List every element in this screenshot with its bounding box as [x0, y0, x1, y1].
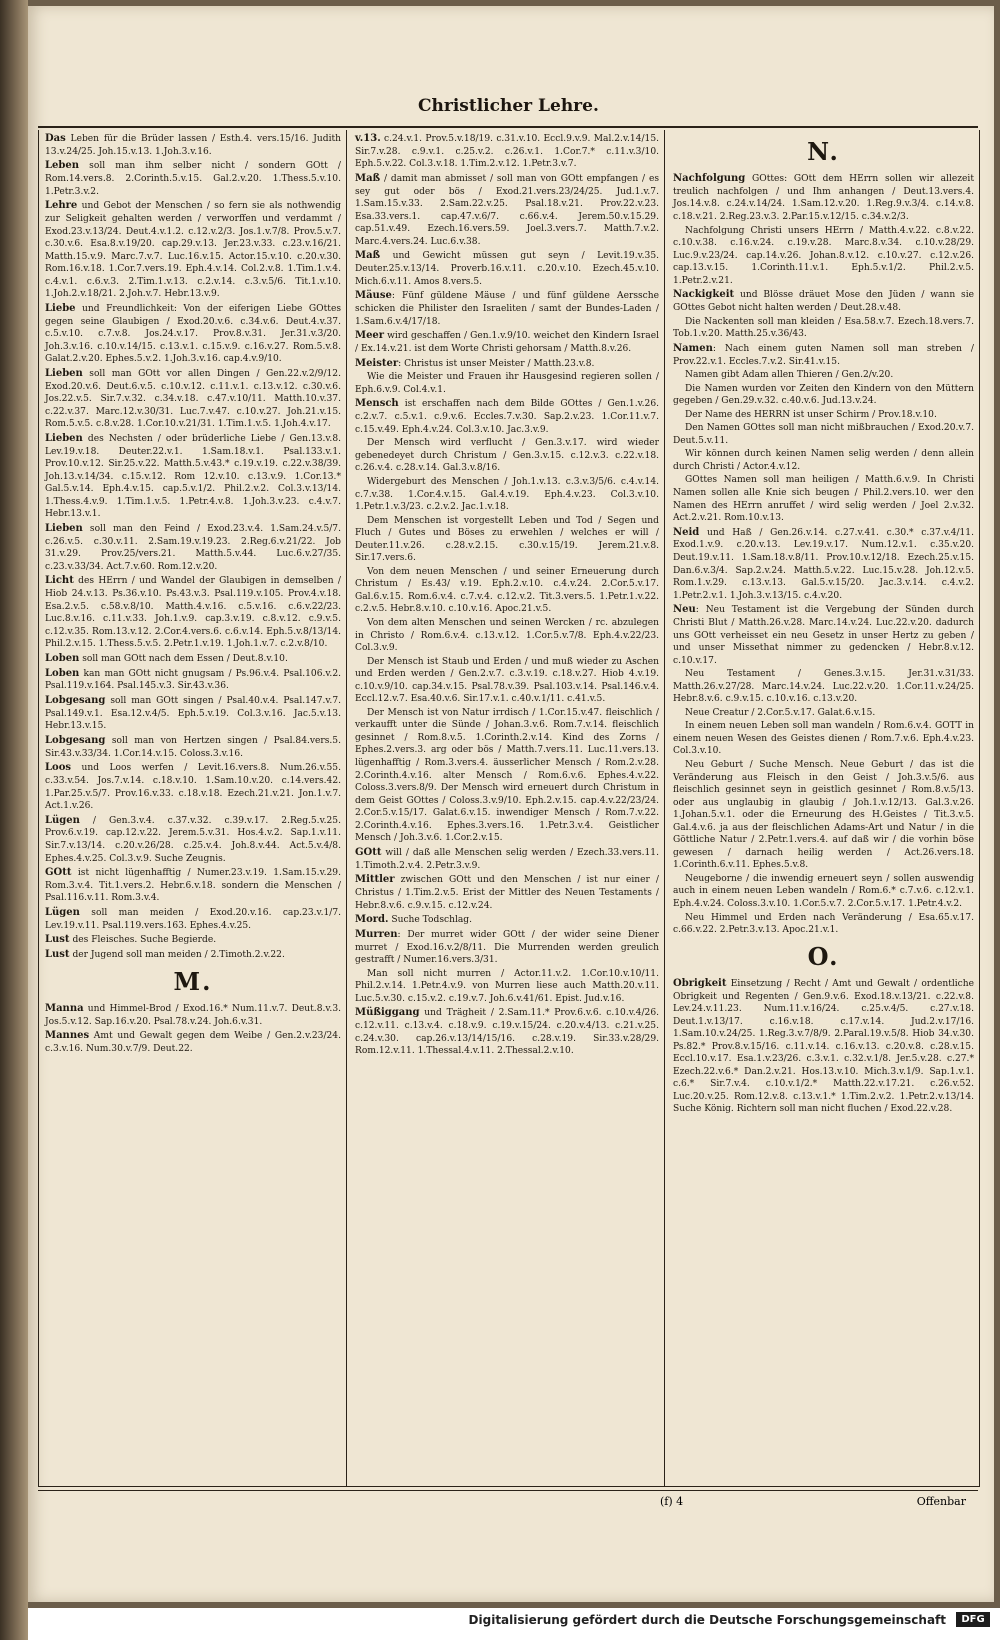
index-entry: Loos und Loos werfen / Levit.16.vers.8. Num.26.v.55. c.33.v.54. Jos.7.v.14. c.18.v.10. 1.Sam.10.v.20. c.14.vers.42. 1.Par.25.v.5/7. Prov.16.v.33. c.18.v.18. Ezech.21.v.21. Jon.1.v.7. Act.1.v.26. — [45, 762, 341, 812]
page-footer — [38, 1490, 978, 1511]
index-entry: Namen: Nach einem guten Namen soll man streben / Prov.22.v.1. Eccles.7.v.2. Sir.41.v.15. — [673, 342, 974, 367]
index-entry: Lobgesang soll man GOtt singen / Psal.40.v.4. Psal.147.v.7. Psal.149.v.1. Esa.12.v.4/5. Eph.5.v.19. Col.3.v.16. Jac.5.v.13. Hebr.13.v.15. — [45, 695, 341, 732]
index-entry: GOttes Namen soll man heiligen / Matth.6.v.9. In Christi Namen sollen alle Knie sich beugen / Phil.2.vers.10. wer den Namen des HErrn anruffet / wird selig werden / Joel 2.v.32. Act.2.v.21. Rom.10.v.13. — [673, 475, 974, 524]
column-right — [667, 130, 979, 1486]
entry-keyword: Maß — [355, 250, 381, 262]
index-entry: Der Name des HERRN ist unser Schirm / Prov.18.v.10. — [685, 409, 937, 420]
entry-keyword: Loos — [45, 762, 72, 774]
entry-keyword: Meister — [355, 357, 399, 369]
catchword: Offenbar — [916, 1495, 966, 1508]
entry-keyword: Mord. — [355, 914, 389, 926]
index-entry: Lust der Jugend soll man meiden / 2.Timoth.2.v.22. — [45, 949, 285, 961]
index-entry: v.13. c.24.v.1. Prov.5.v.18/19. c.31.v.10. Eccl.9.v.9. Mal.2.v.14/15. Sir.7.v.28. c.9.v.1. c.25.v.2. c.26.v.1. 1.Cor.7.* c.11.v.3/10. Eph.5.v.22. Col.3.v.18. 1.Tim.2.v.12. 1.Petr.3.v.7. — [355, 133, 659, 170]
entry-keyword: Manna — [45, 1003, 84, 1015]
index-entry: Lieben soll man den Feind / Exod.23.v.4. 1.Sam.24.v.5/7. c.26.v.5. c.30.v.11. 2.Sam.19.v.19.23. 2.Reg.6.v.21/22. Job 31.v.29. Prov.25/vers.21. Matth.5.v.44. Luc.6.v.27/35. c.23.v.33/34. Act.7.v.60. Rom.12.v.20. — [45, 522, 341, 572]
index-entry: Das Leben für die Brüder lassen / Esth.4. vers.15/16. Judith 13.v.24/25. Joh.15.v.13. 1.Joh.3.v.16. — [45, 133, 341, 157]
entry-keyword: Lügen — [45, 907, 80, 919]
entry-keyword: Neu — [673, 604, 696, 616]
index-entry: Murren: Der murret wider GOtt / der wider seine Diener murret / Exod.16.v.2/8/11. Die Murrenden werden greulich gestrafft / Numer.16.vers.3/31. — [355, 928, 659, 966]
entry-keyword: Maß — [355, 172, 381, 184]
index-entry: Der Mensch ist Staub und Erden / und muß wieder zu Aschen und Erden werden / Gen.2.v.7. c.3.v.19. c.18.v.27. Hiob 4.v.19. c.10.v.9/10. cap.34.v.15. Psal.78.v.39. Psal.103.v.14. Psal.146.v.4. Eccl.12.v.7. Esa.40.v.6. Sir.17.v.1. c.40.v.1/11. c.41.v.5. — [355, 656, 659, 705]
index-entry: Loben kan man GOtt nicht gnugsam / Ps.96.v.4. Psal.106.v.2. Psal.119.v.164. Psal.145.v.3. Sir.43.v.36. — [45, 667, 341, 692]
index-entry: Lobgesang soll man von Hertzen singen / Psal.84.vers.5. Sir.43.v.33/34. 1.Cor.14.v.15. Coloss.3.v.16. — [45, 734, 341, 759]
index-entry: Die Nackenten soll man kleiden / Esa.58.v.7. Ezech.18.vers.7. Tob.1.v.20. Matth.25.v.36/43. — [673, 316, 974, 340]
index-entry: Die Namen wurden vor Zeiten den Kindern von den Müttern gegeben / Gen.29.v.32. c.40.v.6. Jud.13.v.24. — [673, 383, 974, 407]
index-entry: Maß und Gewicht müssen gut seyn / Levit.19.v.35. Deuter.25.v.13/14. Proverb.16.v.11. c.20.v.10. Ezech.45.v.10. Mich.6.v.11. Amos 8.vers.5. — [355, 250, 659, 287]
entry-keyword: Lust — [45, 934, 70, 946]
index-entry: Lust des Fleisches. Suche Begierde. — [45, 934, 217, 946]
index-entry: Nackigkeit und Blösse dräuet Mose den Jüden / wann sie GOttes Gebot nicht halten werden / Deut.28.v.48. — [673, 289, 974, 314]
index-entry: Mannes Amt und Gewalt gegen dem Weibe / Gen.2.v.23/24. c.3.v.16. Num.30.v.7/9. Deut.22. — [45, 1030, 341, 1055]
signature-mark: (f) 4 — [660, 1495, 684, 1508]
index-entry: Lügen soll man meiden / Exod.20.v.16. cap.23.v.1/7. Lev.19.v.11. Psal.119.vers.163. Ephes.4.v.25. — [45, 907, 341, 931]
column-left — [39, 130, 347, 1486]
index-entry: Müßiggang und Trägheit / 2.Sam.11.* Prov.6.v.6. c.10.v.4/26. c.12.v.11. c.13.v.4. c.18.v.9. c.19.v.15/24. c.20.v.4/13. c.21.v.25. c.24.v.30. cap.26.v.13/14/15/16. c.28.v.19. Sir.33.v.28/29. Rom.12.v.11. 1.Thessal.4.v.11. 2.Thessal.2.v.10. — [355, 1007, 659, 1057]
entry-keyword: Nachfolgung — [673, 173, 746, 185]
entry-keyword: Neid — [673, 526, 700, 538]
entry-keyword: Das — [45, 133, 66, 144]
index-entry: Von dem alten Menschen und seinen Wercken / rc. abzulegen in Christo / Rom.6.v.4. c.13.v.12. 1.Cor.5.v.7/8. Eph.4.v.22/23. Col.3.v.9. — [355, 617, 659, 654]
index-entry: Namen gibt Adam allen Thieren / Gen.2/v.20. — [685, 370, 894, 381]
index-entry: Wir können durch keinen Namen selig werden / denn allein durch Christi / Actor.4.v.12. — [673, 449, 974, 472]
index-entry: Neu Himmel und Erden nach Veränderung / Esa.65.v.17. c.66.v.22. 2.Petr.3.v.13. Apoc.21.v.1. — [673, 912, 974, 936]
book-gutter-shadow — [0, 0, 28, 1640]
entry-keyword: Meer — [355, 330, 385, 342]
index-entry: Mäuse: Fünf güldene Mäuse / und fünf güldene Aerssche schicken die Philister den Israeliten / samt der Bundes-Laden / 1.Sam.6.v.4/17/18. — [355, 290, 659, 327]
entry-keyword: Licht — [45, 575, 74, 587]
index-entry: Nachfolgung GOttes: GOtt dem HErrn sollen wir allezeit treulich nachfolgen / und Ihm anhangen / Deut.13.vers.4. Jos.14.v.8. c.24.v.14/24. 1.Sam.12.v.20. 1.Reg.9.v.3/4. c.14.v.8. c.18.v.21. 2.Reg.23.v.3. 2.Par.15.v.12/15. c.34.v.2/3. — [673, 173, 974, 222]
entry-keyword: Lehre — [45, 200, 78, 212]
index-entry: Dem Menschen ist vorgestellt Leben und Tod / Segen und Fluch / Gutes und Böses zu erwehlen / welches er will / Deuter.11.v.26. c.28.v.2.15. c.30.v.15/19. Jerem.21.v.8. Sir.17.vers.6. — [355, 515, 659, 564]
entry-keyword: Lobgesang — [45, 734, 106, 746]
running-title: Christlicher Lehre. — [418, 96, 599, 116]
entry-keyword: Müßiggang — [355, 1007, 420, 1019]
entry-keyword: Lügen — [45, 814, 80, 826]
index-entry: Der Mensch ist von Natur irrdisch / 1.Cor.15.v.47. fleischlich / verkaufft unter die Sünde / Johan.3.v.6. Rom.7.v.14. fleischlich gesinnet / Rom.8.v.5. 1.Corinth.2.v.14. Kind des Zorns / Ephes.2.vers.3. arg oder bös / Matth.7.vers.11. Luc.11.vers.13. lügenhafftig / Rom.3.vers.4. äusserlicher Mensch / Rom.2.v.28. 2.Corinth.4.v.16. alter Mensch / Rom.6.v.6. Ephes.4.v.22. Coloss.3.vers.8/9. Der Mensch wird erneuert durch Christum in dem Geist GOttes / Coloss.3.v.9/10. Eph.2.v.15. cap.4.v.22/23/24. 2.Cor.5.v.15/17. Galat.6.v.15. inwendiger Mensch / Rom.7.v.22. 2.Corinth.4.v.16. Ephes.3.vers.16. 1.Petr.3.v.4. Geistlicher Mensch / Joh.3.v.6. 1.Cor.2.v.15. — [355, 707, 659, 844]
entry-keyword: Obrigkeit — [673, 977, 727, 989]
index-entry: Neid und Haß / Gen.26.v.14. c.27.v.41. c.30.* c.37.v.4/11. Exod.1.v.9. c.20.v.13. Lev.19.v.17. Num.12.v.1. c.35.v.20. Deut.19.v.11. 1.Sam.18.v.8/11. Prov.10.v.12/18. Ezech.25.v.15. Dan.6.v.3/4. Sap.2.v.24. Matth.5.v.22. Luc.15.v.28. Joh.12.v.5. Rom.1.v.29. c.13.v.13. Gal.5.v.15/20. Jac.3.v.14. c.4.v.2. 1.Petr.2.v.1. 1.Joh.3.v.13/15. c.4.v.20. — [673, 526, 974, 601]
entry-keyword: Loben — [45, 667, 80, 679]
index-entry: Neu: Neu Testament ist die Vergebung der Sünden durch Christi Blut / Matth.26.v.28. Marc.14.v.24. Luc.22.v.20. dadurch uns GOtt verheisset ein neu Gesetz in unser Hertz zu geben / und unser Missethat nimmer zu gedencken / Hebr.8.v.12. c.10.v.17. — [673, 604, 974, 666]
digitization-credit-bar — [28, 1608, 1000, 1640]
page-header — [38, 96, 978, 128]
index-entry: In einem neuen Leben soll man wandeln / Rom.6.v.4. GOTT in einem neuen Wesen des Geistes dienen / Rom.7.v.6. Eph.4.v.23. Col.3.v.10. — [673, 721, 974, 757]
index-entry: Neugeborne / die inwendig erneuert seyn / sollen auswendig auch in einem neuen Leben wandeln / Rom.6.* c.7.v.6. c.12.v.1. Eph.4.v.24. Coloss.3.v.10. 1.Cor.5.v.7. 2.Cor.5.v.17. 1.Petr.4.v.2. — [673, 873, 974, 909]
entry-keyword: Namen — [673, 342, 713, 354]
index-entry: Maß / damit man abmisset / soll man von GOtt empfangen / es sey gut oder bös / Exod.21.vers.23/24/25. Jud.1.v.7. 1.Sam.15.v.33. 2.Sam.22.v.25. Psal.18.v.21. Prov.22.v.23. Esa.33.vers.1. cap.47.v.6/7. c.66.v.4. Jerem.50.v.15.29. cap.51.v.49. Ezech.16.vers.59. Joel.3.vers.7. Matth.7.v.2. Marc.4.vers.24. Luc.6.v.38. — [355, 172, 659, 247]
index-entry: Mensch ist erschaffen nach dem Bilde GOttes / Gen.1.v.26. c.2.v.7. c.5.v.1. c.9.v.6. Eccles.7.v.30. Sap.2.v.23. 1.Cor.11.v.7. c.15.v.49. Eph.4.v.24. Col.3.v.10. Jac.3.v.9. — [355, 398, 659, 435]
index-entry: Der Mensch wird verflucht / Gen.3.v.17. wird wieder gebenedeyet durch Christum / Gen.3.v.15. c.12.v.3. c.22.v.18. c.26.v.4. c.28.v.14. Gal.3.v.8/16. — [355, 438, 659, 474]
index-entry: Loben soll man GOtt nach dem Essen / Deut.8.v.10. — [45, 652, 288, 664]
entry-keyword: Mannes — [45, 1030, 90, 1042]
entry-keyword: Lobgesang — [45, 695, 106, 707]
index-entry: Wie die Meister und Frauen ihr Hausgesind regieren sollen / Eph.6.v.9. Col.4.v.1. — [355, 372, 659, 395]
index-entry: Mittler zwischen GOtt und den Menschen / ist nur einer / Christus / 1.Tim.2.v.5. Erist der Mittler des Neuen Testaments / Hebr.8.v.6. c.9.v.15. c.12.v.24. — [355, 874, 659, 911]
entry-keyword: Nackigkeit — [673, 289, 735, 301]
index-entry: Meer wird geschaffen / Gen.1.v.9/10. weichet den Kindern Israel / Ex.14.v.21. ist dem Worte Christi gehorsam / Matth.8.v.26. — [355, 330, 659, 354]
entry-keyword: Lieben — [45, 367, 83, 379]
index-entry: Manna und Himmel-Brod / Exod.16.* Num.11.v.7. Deut.8.v.3. Jos.5.v.12. Sap.16.v.20. Psal.78.v.24. Joh.6.v.31. — [45, 1003, 341, 1027]
index-entry: Lügen / Gen.3.v.4. c.37.v.32. c.39.v.17. 2.Reg.5.v.25. Prov.6.v.19. cap.12.v.22. Jerem.5.v.31. Hos.4.v.2. Sap.1.v.11. Sir.7.v.13/14. c.20.v.26/28. c.25.v.4. Joh.8.v.44. Act.5.v.4/8. Ephes.4.v.25. Col.3.v.9. Suche Zeugnis. — [45, 814, 341, 864]
index-entry: Neue Creatur / 2.Cor.5.v.17. Galat.6.v.15. — [685, 707, 876, 718]
index-entry: Mord. Suche Todschlag. — [355, 914, 472, 926]
index-entry: Obrigkeit Einsetzung / Recht / Amt und Gewalt / ordentliche Obrigkeit und Regenten / Gen.9.v.6. Exod.18.v.13/21. c.22.v.8. Lev.24.v.11.23. Num.11.v.16/24. c.25.v.4/5. c.27.v.18. Deut.1.v.13/17. c.16.v.18. c.17.v.14. Jud.2.v.17/16. 1.Sam.10.v.24/25. 1.Reg.3.v.7/8/9. 2.Paral.19.v.5/8. Hiob 34.v.30. Ps.82.* Prov.8.v.15/16. c.11.v.14. c.16.v.13. c.20.v.8. c.28.v.15. Eccl.10.v.17. Esa.1.v.23/26. c.3.v.1. c.32.v.1/8. Jer.5.v.28. c.27.* Ezech.22.v.6.* Dan.2.v.21. Hos.13.v.10. Mich.3.v.1/9. Sap.1.v.1. c.6.* Sir.7.v.4. c.10.v.1/2.* Matth.22.v.17.21. c.26.v.52. Luc.20.v.25. Rom.12.v.8. c.13.v.1.* 1.Tim.2.v.2. 1.Petr.2.v.13/14. Suche König. Richtern soll man nicht fluchen / Exod.22.v.28. — [673, 977, 974, 1115]
index-entry: Neu Geburt / Suche Mensch. Neue Geburt / das ist die Veränderung aus Fleisch in den Geist / Joh.3.v.5/6. aus fleischlich gesinnet seyn in geistlich gesinnet / Rom.8.v.5/13. oder aus unglaubig in glaubig / Joh.1.v.12/13. Gal.3.v.26. 1.Johan.5.v.1. oder die Erneurung des H.Geistes / Tit.3.v.5. Gal.4.v.6. ja aus der fleischlichen Adams-Art und Natur / in die Göttliche Natur / 2.Petr.1.vers.4. auf daß wir / die vorhin böse gewesen / darnach heilig werden / Act.26.vers.18. 1.Corinth.6.v.11. Ephes.5.v.8. — [673, 759, 974, 871]
index-entry: Lehre und Gebot der Menschen / so fern sie als nothwendig zur Seligkeit gehalten werden / verworffen und verdammt / Exod.23.v.13/24. Deut.4.v.1.2. c.12.v.2/3. Jos.1.v.7/8. Prov.5.v.7. c.30.v.6. Esa.8.v.19/20. cap.29.v.13. Jer.23.v.33. c.23.v.16/21. Matth.15.v.9. Marc.7.v.7. Luc.16.v.15. Actor.15.v.10. c.20.v.30. Rom.16.v.18. 1.Cor.7.vers.19. Eph.4.v.14. Col.2.v.8. 1.Tim.1.v.4. c.4.v.1. c.6.v.3. 2.Tim.1.v.13. c.2.v.14. c.3.v.5/6. Tit.1.v.10. 1.Joh.2.v.18/21. 2.Joh.v.7. Hebr.13.v.9. — [45, 200, 341, 300]
section-letter: N. — [807, 137, 840, 166]
entry-keyword: Loben — [45, 652, 80, 664]
entry-keyword: Lust — [45, 949, 70, 961]
index-entry: Lieben soll man GOtt vor allen Dingen / Gen.22.v.2/9/12. Exod.20.v.6. Deut.6.v.5. c.10.v.12. c.11.v.1. c.13.v.12. c.30.v.6. Jos.22.v.5. Sir.7.v.32. c.34.v.18. c.47.v.10/11. Matth.10.v.37. c.22.v.37. Marc.12.v.30/31. Luc.7.v.47. c.10.v.27. Joh.21.v.15. Rom.5.v.5. c.8.v.28. 1.Cor.10.v.21/31. 1.Tim.1.v.5. 1.Joh.4.v.17. — [45, 367, 341, 430]
section-letter: M. — [173, 966, 213, 996]
entry-keyword: v.13. — [355, 133, 381, 144]
entry-keyword: Leben — [45, 160, 80, 172]
index-entry: Den Namen GOttes soll man nicht mißbrauchen / Exod.20.v.7. Deut.5.v.11. — [673, 423, 974, 446]
entry-keyword: GOtt — [45, 867, 72, 879]
entry-keyword: Lieben — [45, 522, 83, 534]
book-page — [28, 6, 994, 1602]
index-entry: Lieben des Nechsten / oder brüderliche Liebe / Gen.13.v.8. Lev.19.v.18. Deuter.22.v.1. 1.Sam.18.v.1. Psal.133.v.1. Prov.10.v.12. Sir.25.v.22. Matth.5.v.43.* c.19.v.19. c.22.v.38/39. Joh.13.v.14/34. c.15.v.12. Rom 12.v.10. c.13.v.9. 1.Cor.13.* Gal.5.v.14. Eph.4.v.15. cap.5.v.1/2. Phil.2.v.2. Col.3.v.13/14. 1.Thess.4.v.9. 1.Tim.1.v.5. 1.Petr.4.v.8. 1.Joh.3.v.23. c.4.v.7. Hebr.13.v.1. — [45, 432, 341, 520]
text-columns — [38, 130, 980, 1487]
entry-keyword: Mensch — [355, 398, 399, 410]
index-entry: Leben soll man ihm selber nicht / sondern GOtt / Rom.14.vers.8. 2.Corinth.5.v.15. Gal.2.v.20. 1.Thess.5.v.10. 1.Petr.3.v.2. — [45, 160, 341, 197]
index-entry: Liebe und Freundlichkeit: Von der eiferigen Liebe GOttes gegen seine Glaubigen / Exod.20.v.6. c.34.v.6. Deut.4.v.37. c.5.v.10. c.7.v.8. Jos.24.v.17. Prov.8.v.31. Jer.31.v.3/20. Joh.3.v.16. c.10.v.14/15. c.13.v.1. c.15.v.9. c.16.v.27. Rom.5.v.8. Galat.2.v.20. Ephes.5.v.2. 1.Joh.3.v.16. cap.4.v.9/10. — [45, 302, 341, 365]
column-middle — [349, 130, 665, 1486]
index-entry: Meister: Christus ist unser Meister / Matth.23.v.8. — [355, 357, 595, 369]
entry-keyword: GOtt — [355, 846, 382, 858]
entry-keyword: Mittler — [355, 874, 395, 886]
dfg-logo: DFG — [956, 1612, 990, 1627]
index-entry: Licht des HErrn / und Wandel der Glaubigen in demselben / Hiob 24.v.13. Ps.36.v.10. Ps.43.v.3. Psal.119.v.105. Prov.4.v.18. Esa.2.v.5. c.58.v.8/10. Matth.4.v.16. c.5.v.16. c.6.v.22/23. Luc.8.v.16. c.11.v.33. Joh.1.v.9. cap.3.v.19. c.8.v.12. c.9.v.5. c.12.v.35. Rom.13.v.12. 2.Cor.4.vers.6. c.6.v.14. Eph.5.v.8/13/14. Phil.2.v.15. 1.Thess.5.v.5. 2.Petr.1.v.19. 1.Joh.1.v.7. c.2.v.8/10. — [45, 575, 341, 650]
entry-keyword: Liebe — [45, 302, 76, 314]
index-entry: Neu Testament / Genes.3.v.15. Jer.31.v.31/33. Matth.26.v.27/28. Marc.14.v.24. Luc.22.v.20. 1.Cor.11.v.24/25. Hebr.8.v.6. c.9.v.15. c.10.v.16. c.13.v.20. — [673, 669, 974, 705]
index-entry: Von dem neuen Menschen / und seiner Erneuerung durch Christum / Es.43/ v.19. Eph.2.v.10. c.4.v.24. 2.Cor.5.v.17. Gal.6.v.15. Rom.6.v.4. c.7.v.4. c.12.v.2. Tit.3.vers.5. 1.Petr.1.v.22. c.2.v.5. Hebr.8.v.10. c.10.v.16. Apoc.21.v.5. — [355, 566, 659, 615]
credit-text: Digitalisierung gefördert durch die Deutsche Forschungsgemeinschaft — [468, 1613, 946, 1627]
entry-keyword: Lieben — [45, 432, 83, 444]
index-entry: Nachfolgung Christi unsers HErrn / Matth.4.v.22. c.8.v.22. c.10.v.38. c.16.v.24. c.19.v.28. Marc.8.v.34. c.10.v.28/29. Luc.9.v.23/24. cap.14.v.26. Johan.8.v.12. c.10.v.27. c.12.v.26. cap.13.v.15. 1.Corinth.11.v.1. Eph.5.v.1/2. Phil.2.v.5. 1.Petr.2.v.21. — [673, 225, 974, 286]
entry-keyword: Murren — [355, 928, 398, 940]
index-entry: Widergeburt des Menschen / Joh.1.v.13. c.3.v.3/5/6. c.4.v.14. c.7.v.38. 1.Cor.4.v.15. Gal.4.v.19. Eph.4.v.23. Col.3.v.10. 1.Petr.1.v.3/23. c.2.v.2. Jac.1.v.18. — [355, 476, 659, 513]
index-entry: GOtt will / daß alle Menschen selig werden / Ezech.33.vers.11. 1.Timoth.2.v.4. 2.Petr.3.v.9. — [355, 846, 659, 871]
index-entry: Man soll nicht murren / Actor.11.v.2. 1.Cor.10.v.10/11. Phil.2.v.14. 1.Petr.4.v.9. von Murren liese auch Matth.20.v.11. Luc.5.v.30. c.15.v.2. c.19.v.7. Joh.6.v.41/61. Epist. Jud.v.16. — [355, 968, 659, 1004]
entry-keyword: Mäuse — [355, 290, 392, 302]
section-letter: O. — [807, 941, 840, 971]
index-entry: GOtt ist nicht lügenhafftig / Numer.23.v.19. 1.Sam.15.v.29. Rom.3.v.4. Tit.1.vers.2. Hebr.6.v.18. sondern die Menschen / Psal.116.v.11. Rom.3.v.4. — [45, 867, 341, 904]
